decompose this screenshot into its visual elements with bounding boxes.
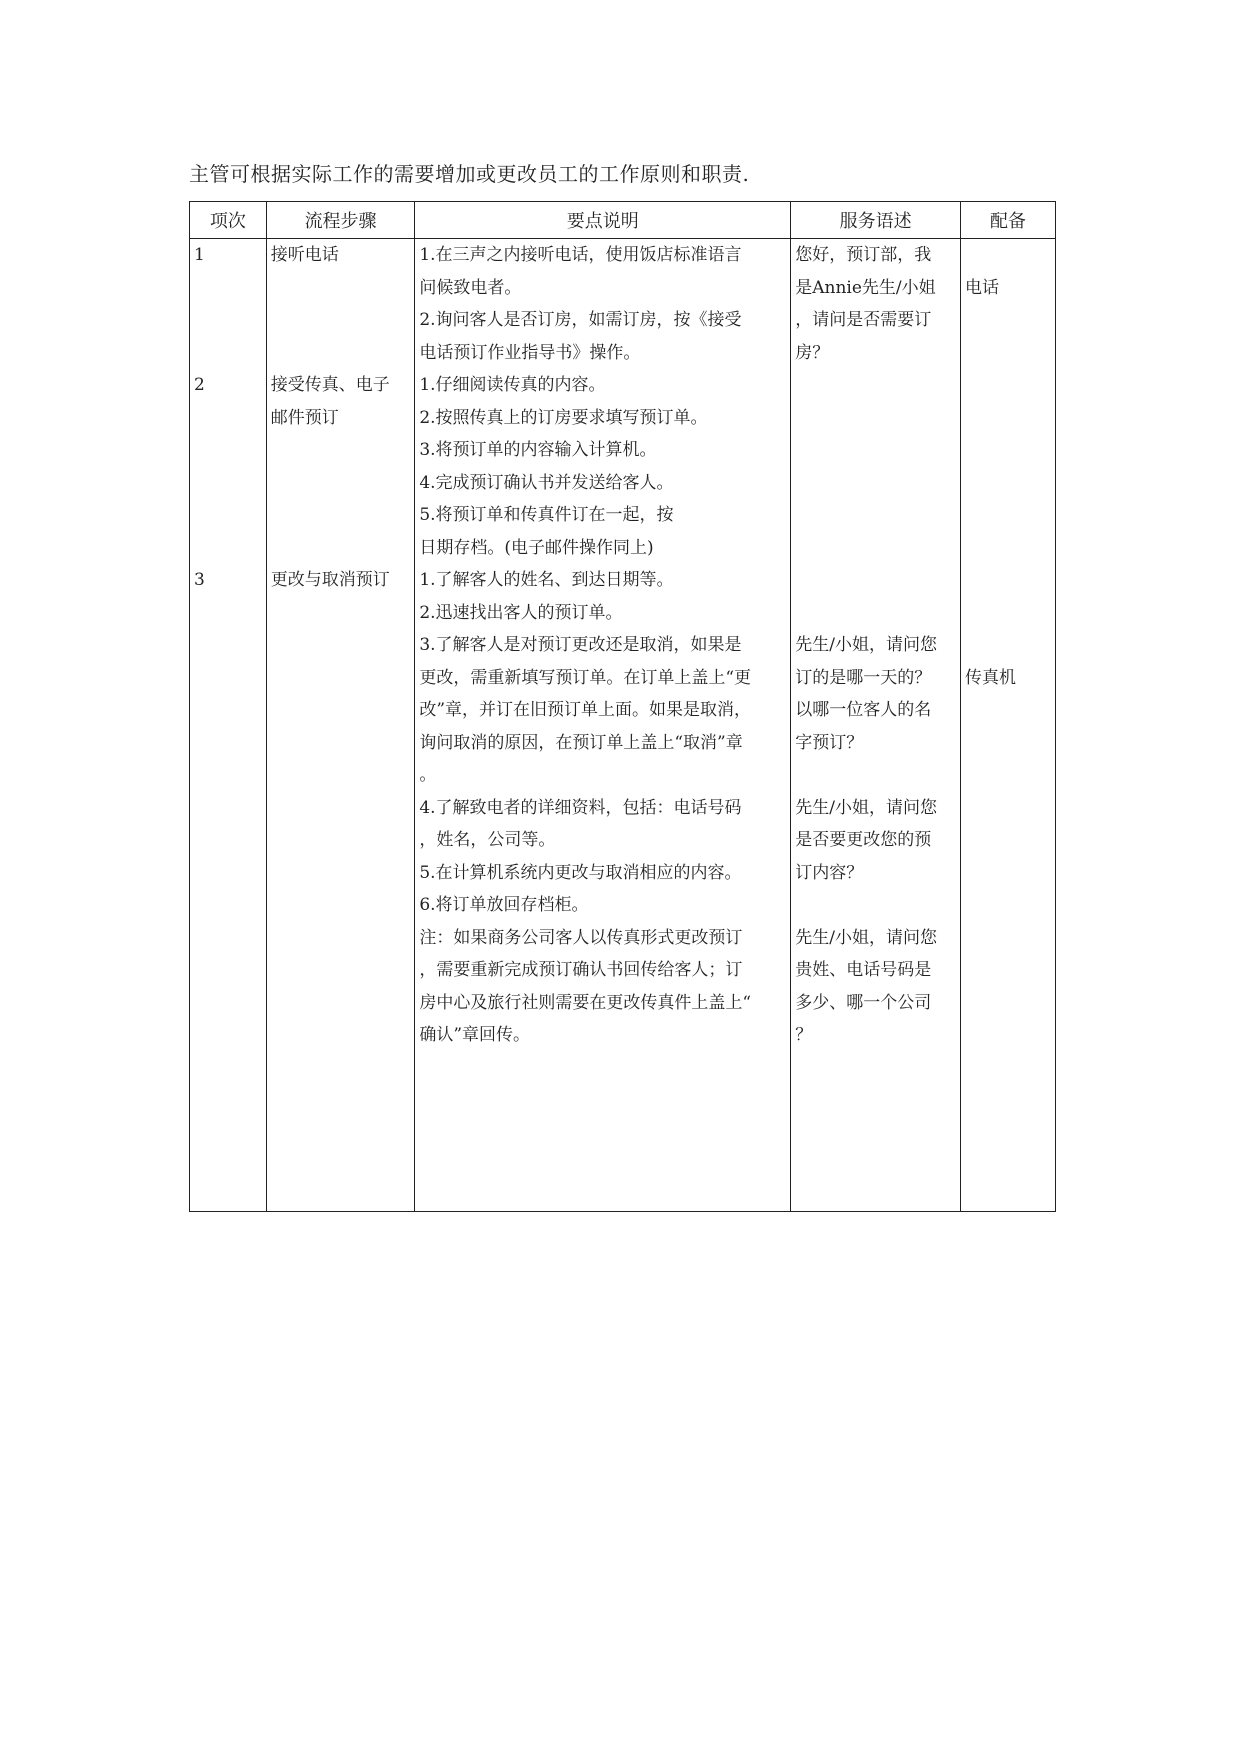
step-line [267, 434, 415, 467]
script-line: 是Annie先生/小姐 [795, 277, 936, 298]
step-line [267, 272, 415, 305]
step-line [267, 499, 415, 532]
equip-line [961, 304, 1055, 337]
equip-line [961, 467, 1055, 500]
no-line [190, 304, 266, 337]
equip-line [961, 629, 1055, 662]
script-line [791, 564, 960, 597]
equip-line [961, 597, 1055, 630]
no-line: 2 [194, 375, 205, 395]
procedure-table [189, 201, 1056, 1212]
script-line: 先生/小姐，请问您 [795, 797, 937, 818]
equip-line [961, 434, 1055, 467]
script-line: ，请问是否需要订 [795, 310, 932, 330]
col-key-points [415, 239, 791, 1212]
no-line [190, 337, 266, 370]
equip-line [961, 239, 1055, 272]
equip-line: 传真机 [964, 667, 1016, 688]
no-line [190, 467, 266, 500]
points-line: 房中心及旅行社则需要在更改传真件上盖上“ [419, 992, 752, 1013]
points-line: ，姓名，公司等。 [419, 830, 556, 850]
equip-line [961, 564, 1055, 597]
script-line [791, 499, 960, 532]
equip-line [961, 532, 1055, 565]
script-line [791, 434, 960, 467]
script-line [791, 889, 960, 922]
script-line [791, 402, 960, 435]
step-line [267, 337, 415, 370]
script-line: 字预订？ [795, 732, 864, 753]
points-line: 5.将预订单和传真件订在一起，按 [419, 505, 674, 525]
script-line: 订内容？ [795, 862, 864, 883]
script-line: 贵姓、电话号码是 [795, 960, 932, 980]
script-line [791, 759, 960, 792]
script-line: 以哪一位客人的名 [795, 700, 932, 720]
points-line: 2.按照传真上的订房要求填写预订单。 [419, 407, 708, 428]
step-line: 接听电话 [270, 245, 339, 265]
no-line [190, 402, 266, 435]
script-line: 先生/小姐，请问您 [795, 635, 937, 655]
points-line: 电话预订作业指导书》操作。 [419, 342, 641, 363]
script-line: 您好，预订部，我 [795, 245, 932, 265]
points-line: 1.了解客人的姓名、到达日期等。 [419, 570, 674, 590]
points-line: ，需要重新完成预订确认书回传给客人；订 [419, 960, 743, 980]
no-line [190, 499, 266, 532]
equip-line: 电话 [964, 277, 999, 298]
points-line: 1.仔细阅读传真的内容。 [419, 375, 606, 395]
points-line: 更改，需重新填写预订单。在订单上盖上“更 [419, 667, 752, 688]
points-line: 注：如果商务公司客人以传真形式更改预订 [419, 927, 743, 948]
points-line: 6.将订单放回存档柜。 [419, 895, 589, 915]
col-item-no [190, 239, 267, 1212]
points-line: 2.询问客人是否订房，如需订房，按《接受 [419, 310, 742, 330]
col-service-script [791, 239, 961, 1212]
header-equipment: 配备 [960, 202, 1055, 239]
step-line [267, 532, 415, 565]
no-line [190, 532, 266, 565]
script-line: 房？ [795, 342, 830, 363]
points-line: 3.将预订单的内容输入计算机。 [419, 440, 657, 460]
step-line [267, 304, 415, 337]
points-line: 询问取消的原因，在预订单上盖上“取消”章 [419, 732, 743, 753]
script-line: ？ [795, 1025, 813, 1045]
script-line: 先生/小姐，请问您 [795, 927, 937, 948]
points-line: 确认”章回传。 [419, 1025, 531, 1045]
points-line: 改”章，并订在旧预订单上面。如果是取消， [419, 700, 752, 720]
points-line: 4.了解致电者的详细资料，包括：电话号码 [419, 797, 742, 818]
points-line: 日期存档。(电子邮件操作同上) [419, 537, 654, 558]
script-line: 多少、哪一个公司 [795, 992, 932, 1013]
points-line: 2.迅速找出客人的预订单。 [419, 602, 623, 623]
points-line: 1.在三声之内接听电话，使用饭店标准语言 [419, 245, 742, 265]
col-process-step [266, 239, 415, 1212]
script-line [791, 467, 960, 500]
no-line [190, 272, 266, 305]
table-header-row [190, 202, 1056, 239]
script-line [791, 597, 960, 630]
points-line: 问候致电者。 [419, 277, 522, 298]
step-line: 接受传真、电子 [270, 375, 390, 395]
script-line [791, 532, 960, 565]
points-line: 。 [419, 765, 437, 785]
no-line [190, 434, 266, 467]
header-key-points: 要点说明 [415, 202, 791, 239]
col-equipment [960, 239, 1055, 1212]
intro-text: 主管可根据实际工作的需要增加或更改员工的工作原则和职责. [189, 162, 750, 186]
table-body-row [190, 239, 1056, 1212]
script-line [791, 369, 960, 402]
points-line: 4.完成预订确认书并发送给客人。 [419, 472, 674, 493]
equip-line [961, 402, 1055, 435]
script-line: 订的是哪一天的？ [795, 667, 932, 688]
step-line: 更改与取消预订 [270, 570, 390, 590]
points-line: 5.在计算机系统内更改与取消相应的内容。 [419, 862, 742, 883]
step-line: 邮件预订 [270, 407, 339, 428]
points-line: 3.了解客人是对预订更改还是取消，如果是 [419, 635, 742, 655]
script-line: 是否要更改您的预 [795, 830, 932, 850]
no-line: 1 [194, 245, 205, 265]
step-line [267, 467, 415, 500]
header-process-step: 流程步骤 [266, 202, 415, 239]
header-service-script: 服务语述 [791, 202, 961, 239]
header-item-no: 项次 [190, 202, 267, 239]
no-line: 3 [194, 570, 205, 590]
equip-line [961, 369, 1055, 402]
equip-line [961, 499, 1055, 532]
equip-line [961, 337, 1055, 370]
